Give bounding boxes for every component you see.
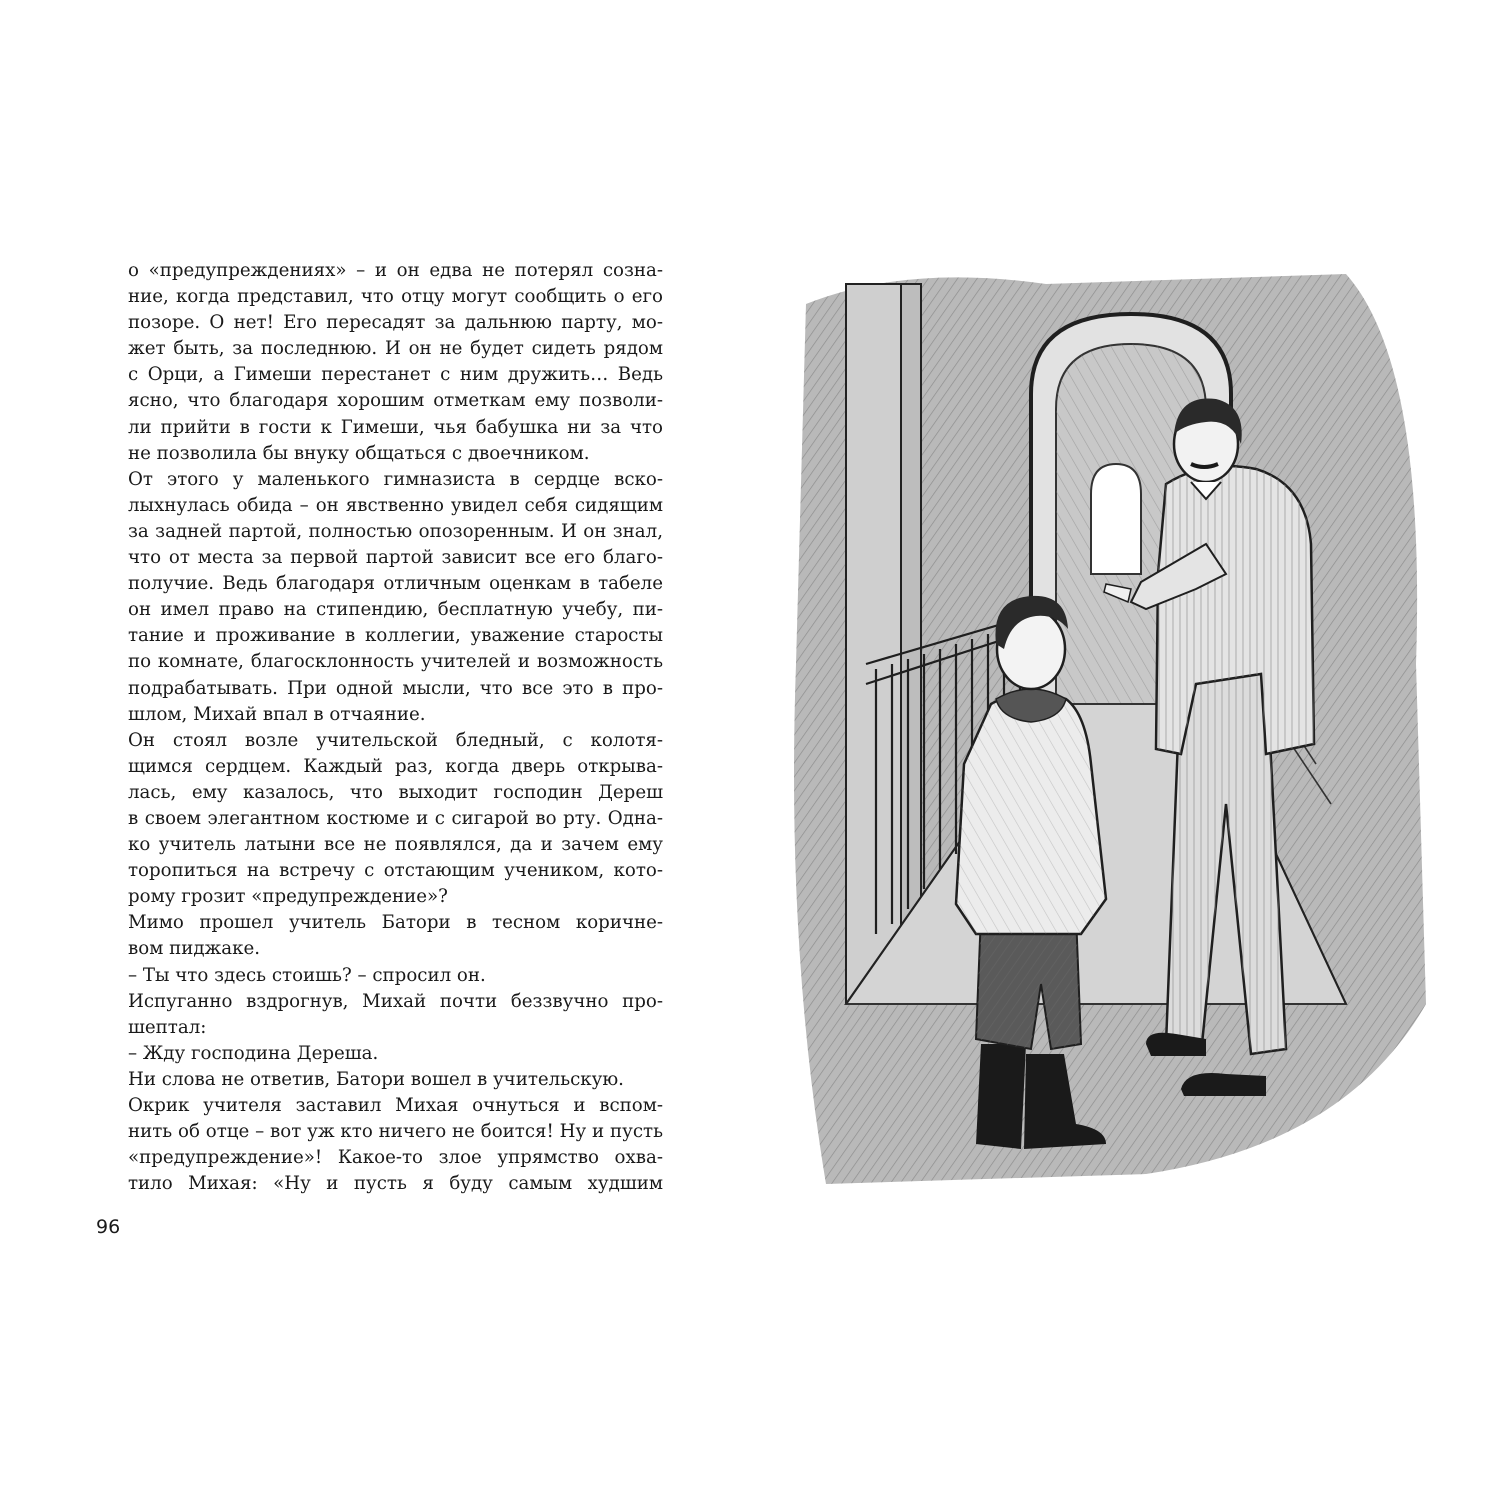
text-line: нить об отце – вот уж кто ничего не боится! Ну и пусть [128,1121,663,1143]
text-line: Окрик учителя заставил Михая очнуться и вспом- [128,1095,663,1116]
text-line: – Ты что здесь стоишь? – спросил он. [128,964,486,986]
text-line: щимся сердцем. Каждый раз, когда дверь открыва- [128,755,663,777]
text-line: что от места за первой партой зависит все его благо- [128,547,663,569]
window [1091,464,1141,574]
text-line: в своем элегантном костюме и с сигарой во рту. Одна- [128,807,663,829]
text-line: «предупреждение»! Какое-то злое упрямство охва- [128,1147,663,1169]
text-line: тило Михая: «Ну и пусть я буду самым худшим [128,1173,663,1195]
text-line: – Жду господина Дереша. [128,1042,379,1064]
text-line: получие. Ведь благодаря отличным оценкам в табеле [128,573,663,595]
text-line: ко учитель латыни все не появлялся, да и зачем ему [128,834,663,856]
text-line: рому грозит «предупреждение»? [128,886,448,908]
text-line: тание и проживание в коллегии, уважение старосты [128,625,663,647]
text-line: Мимо прошел учитель Батори в тесном коричне- [128,912,663,934]
text-line: по комнате, благосклонность учителей и возможность [128,651,663,673]
body-text [128,258,663,1197]
text-line: торопиться на встречу с отстающим учеником, кото- [128,860,663,882]
text-line: не позволила бы внуку общаться с двоечником. [128,442,590,464]
text-line: лыхнулась обида – он явственно увидел себя сидящим [128,494,663,516]
illustration-teacher-and-boy [786,244,1436,1208]
text-line: От этого у маленького гимназиста в сердце вско- [128,468,663,490]
text-line: с Орци, а Гимеши перестанет с ним дружить… Ведь [128,364,663,386]
text-line: шлом, Михай впал в отчаяние. [128,703,426,725]
text-line: лась, ему казалось, что выходит господин Дереш [128,781,663,803]
text-line: подрабатывать. При одной мысли, что все это в про- [128,677,663,699]
text-line: Он стоял возле учительской бледный, с колотя- [128,729,663,751]
text-line: вом пиджаке. [128,938,261,960]
text-line: ясно, что благодаря хорошим отметкам ему позволи- [128,390,663,412]
text-line: он имел право на стипендию, бесплатную учебу, пи- [128,599,663,621]
text-line: позоре. О нет! Его пересадят за дальнюю парту, мо- [128,312,663,334]
text-line: о «предупреждениях» – и он едва не потерял созна- [128,260,663,281]
text-line: ли прийти в гости к Гимеши, чья бабушка ни за что [128,416,663,438]
text-line: шептал: [128,1016,207,1038]
text-line: Ни слова не ответив, Батори вошел в учительскую. [128,1068,624,1090]
text-line: ние, когда представил, что отцу могут сообщить о его [128,286,663,308]
text-line: жет быть, за последнюю. И он не будет сидеть рядом [128,338,663,360]
text-line: за задней партой, полностью опозоренным. И он знал, [128,520,663,542]
text-line: Испуганно вздрогнув, Михай почти беззвучно про- [128,990,663,1012]
page-number: 96 [96,1216,121,1238]
